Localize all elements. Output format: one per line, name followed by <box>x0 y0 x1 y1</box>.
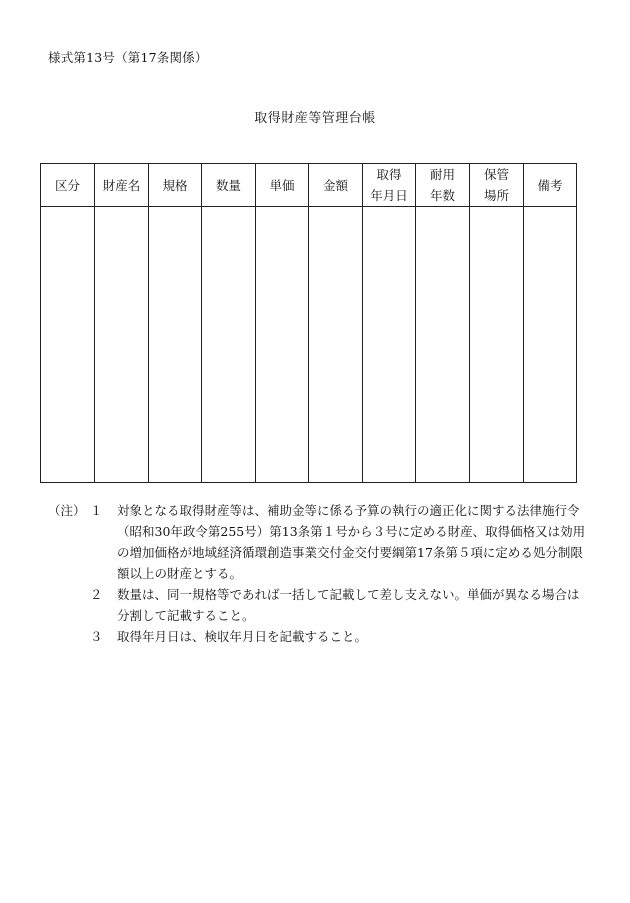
table-header-row <box>41 164 577 207</box>
note-number: ３ <box>90 629 103 644</box>
note-item <box>48 500 588 584</box>
table-cell[interactable] <box>416 207 470 483</box>
header-remarks <box>524 164 577 207</box>
header-label-line1: 保管 <box>483 167 509 182</box>
header-label: 区分 <box>54 177 80 193</box>
header-unit-price <box>256 164 309 207</box>
document-title: 取得財産等管理台帳 <box>254 111 376 126</box>
header-label-line2: 場所 <box>483 188 509 203</box>
table-cell[interactable] <box>95 207 149 483</box>
table-cell[interactable] <box>524 207 577 483</box>
header-specification <box>149 164 202 207</box>
header-acquisition-date <box>363 164 416 207</box>
header-label-line2: 年数 <box>429 188 455 203</box>
note-text: 数量は、同一規格等であれば一括して記載して差し支えない。単価が異なる場合は分割して記載すること。 <box>117 587 580 623</box>
table-cell[interactable] <box>256 207 309 483</box>
header-label: 数量 <box>215 177 241 193</box>
note-item <box>48 584 588 626</box>
header-label: 単価 <box>269 177 295 193</box>
header-storage-location <box>470 164 524 207</box>
header-label: 規格 <box>162 177 188 193</box>
header-label: 財産名 <box>102 177 141 193</box>
note-text: 対象となる取得財産等は、補助金等に係る予算の執行の適正化に関する法律施行令（昭和30年政令第255号）第13条第１号から３号に定める財産、取得価格又は効用の増加価格が地域経済循環創造事業交付金交付要綱第17条第５項に定める処分制限額以上の財産とする。 <box>117 503 586 581</box>
table-cell[interactable] <box>149 207 202 483</box>
asset-ledger-table <box>40 163 577 483</box>
note-number: ２ <box>90 587 103 602</box>
header-amount <box>309 164 363 207</box>
header-label-line1: 取得 <box>376 167 402 182</box>
table-cell[interactable] <box>363 207 416 483</box>
notes-label: （注） <box>48 503 86 518</box>
header-useful-life <box>416 164 470 207</box>
header-category <box>41 164 95 207</box>
table-cell[interactable] <box>470 207 524 483</box>
header-asset-name <box>95 164 149 207</box>
note-item <box>48 626 588 647</box>
table-cell[interactable] <box>41 207 95 483</box>
header-label-line2: 年月日 <box>370 188 408 203</box>
note-text: 取得年月日は、検収年月日を記載すること。 <box>117 629 368 644</box>
table-row <box>41 207 577 483</box>
table-cell[interactable] <box>309 207 363 483</box>
table-cell[interactable] <box>202 207 256 483</box>
header-label: 備考 <box>537 177 563 193</box>
header-quantity <box>202 164 256 207</box>
notes-section <box>48 500 588 647</box>
form-number: 様式第13号（第17条関係） <box>48 50 208 65</box>
header-label: 金額 <box>322 177 348 193</box>
note-number: １ <box>90 503 103 518</box>
header-label-line1: 耐用 <box>429 167 455 182</box>
